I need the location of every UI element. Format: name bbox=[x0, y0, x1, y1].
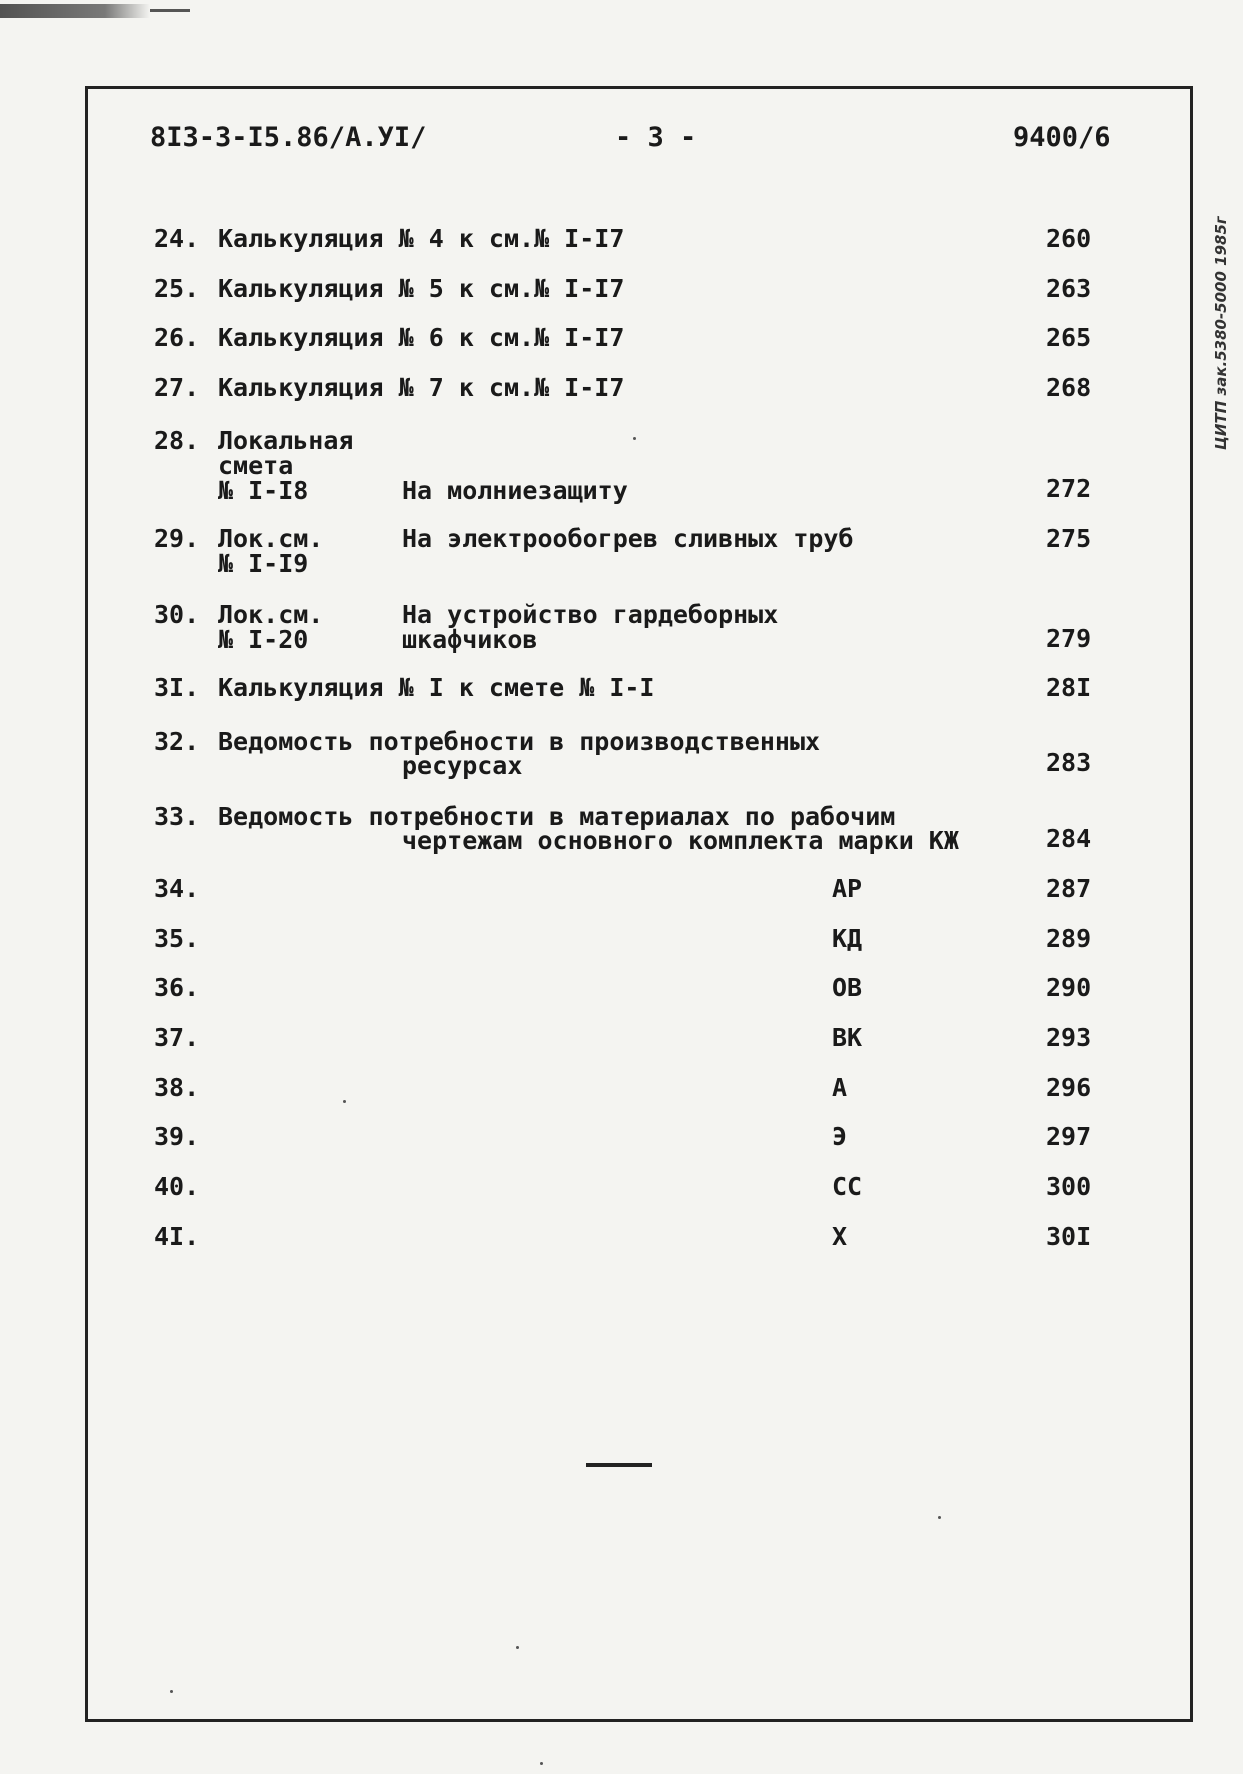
row-page: 272 bbox=[1046, 474, 1092, 503]
scan-speck bbox=[516, 1646, 519, 1649]
row-number: 35. bbox=[154, 924, 200, 953]
page-number: - 3 - bbox=[615, 122, 697, 153]
row-page: 268 bbox=[1046, 373, 1092, 402]
row-title: Калькуляция № 5 к см.№ I-I7 bbox=[218, 274, 625, 303]
row-mark: КД bbox=[832, 924, 863, 953]
end-dash bbox=[586, 1463, 652, 1467]
row-number: 25. bbox=[154, 274, 200, 303]
row-mark: АР bbox=[832, 874, 863, 903]
row-mark: Х bbox=[832, 1222, 848, 1251]
scan-mark bbox=[150, 9, 190, 12]
row-title: Калькуляция № 7 к см.№ I-I7 bbox=[218, 373, 625, 402]
row-title-line2: смета bbox=[218, 451, 294, 480]
row-number: 38. bbox=[154, 1073, 200, 1102]
row-number: 39. bbox=[154, 1122, 200, 1151]
row-description-line1: На устройство гардеборных bbox=[402, 600, 779, 629]
row-title-line2: ресурсах bbox=[402, 751, 523, 780]
row-number: 27. bbox=[154, 373, 200, 402]
row-title-line1: Ведомость потребности в производственных bbox=[218, 727, 821, 756]
row-number: 4I. bbox=[154, 1222, 200, 1251]
row-page: 263 bbox=[1046, 274, 1092, 303]
row-number: 36. bbox=[154, 973, 200, 1002]
row-number: 30. bbox=[154, 600, 200, 629]
row-page: 290 bbox=[1046, 973, 1092, 1002]
row-page: 279 bbox=[1046, 624, 1092, 653]
scan-speck bbox=[343, 1100, 346, 1103]
row-description: На электрообогрев сливных труб bbox=[402, 524, 854, 553]
row-title-line1: Ведомость потребности в материалах по рабочим bbox=[218, 802, 896, 831]
row-title-line3: № I-I8 bbox=[218, 476, 309, 505]
row-mark: А bbox=[832, 1073, 848, 1102]
row-page: 275 bbox=[1046, 524, 1092, 553]
row-page: 296 bbox=[1046, 1073, 1092, 1102]
document-code: 8I3-3-I5.86/A.УI/ bbox=[150, 122, 427, 153]
scan-smudge bbox=[0, 4, 150, 18]
row-page: 297 bbox=[1046, 1122, 1092, 1151]
row-mark: ОВ bbox=[832, 973, 863, 1002]
row-page: 284 bbox=[1046, 824, 1092, 853]
row-number: 3I. bbox=[154, 673, 200, 702]
row-number: 24. bbox=[154, 224, 200, 253]
row-title-line2: чертежам основного комплекта марки КЖ bbox=[402, 826, 959, 855]
printer-stamp: ЦИТП зак.5380-5000 1985г bbox=[1212, 216, 1230, 450]
row-description: На молниезащиту bbox=[402, 476, 628, 505]
scan-speck bbox=[938, 1516, 941, 1519]
row-page: 260 bbox=[1046, 224, 1092, 253]
row-page: 300 bbox=[1046, 1172, 1092, 1201]
row-title-line1: Лок.см. bbox=[218, 524, 324, 553]
row-page: 265 bbox=[1046, 323, 1092, 352]
row-number: 28. bbox=[154, 426, 200, 455]
row-page: 28I bbox=[1046, 673, 1092, 702]
row-number: 29. bbox=[154, 524, 200, 553]
row-mark: ВК bbox=[832, 1023, 863, 1052]
row-title: Калькуляция № 4 к см.№ I-I7 bbox=[218, 224, 625, 253]
row-page: 287 bbox=[1046, 874, 1092, 903]
row-page: 289 bbox=[1046, 924, 1092, 953]
document-ref: 9400/6 bbox=[1013, 122, 1111, 153]
row-title-line1: Локальная bbox=[218, 426, 354, 455]
row-number: 26. bbox=[154, 323, 200, 352]
scan-speck bbox=[170, 1690, 173, 1693]
row-title-line2: № I-20 bbox=[218, 625, 309, 654]
row-number: 40. bbox=[154, 1172, 200, 1201]
row-number: 34. bbox=[154, 874, 200, 903]
row-mark: СС bbox=[832, 1172, 863, 1201]
row-mark: Э bbox=[832, 1122, 848, 1151]
row-page: 293 bbox=[1046, 1023, 1092, 1052]
row-page: 30I bbox=[1046, 1222, 1092, 1251]
row-number: 33. bbox=[154, 802, 200, 831]
row-number: 32. bbox=[154, 727, 200, 756]
row-title-line1: Лок.см. bbox=[218, 600, 324, 629]
row-title: Калькуляция № I к смете № I-I bbox=[218, 673, 655, 702]
scan-speck bbox=[633, 437, 636, 440]
row-description-line2: шкафчиков bbox=[402, 625, 538, 654]
row-page: 283 bbox=[1046, 748, 1092, 777]
row-number: 37. bbox=[154, 1023, 200, 1052]
row-title: Калькуляция № 6 к см.№ I-I7 bbox=[218, 323, 625, 352]
scan-speck bbox=[540, 1762, 543, 1765]
row-title-line2: № I-I9 bbox=[218, 549, 309, 578]
